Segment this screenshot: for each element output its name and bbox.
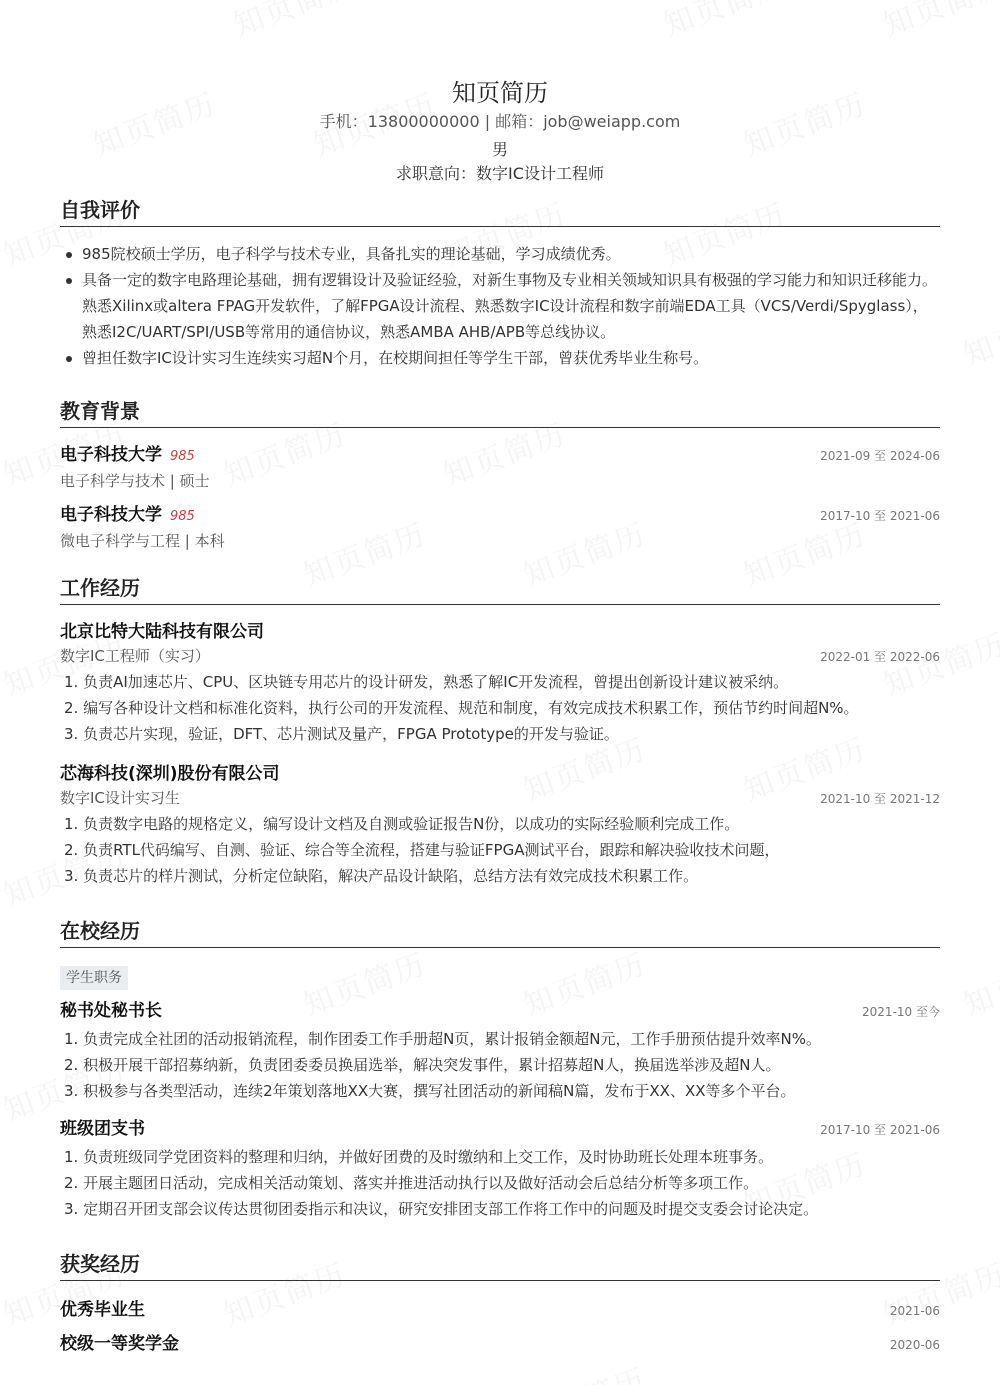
- list-item: 具备一定的数字电路理论基础，拥有逻辑设计及验证经验，对新生事物及专业相关领域知识具有极强的学习能力和知识迁移能力。熟悉Xilinx或altera FPAG开发软件，了解FPGA设计流程、熟悉数字IC设计流程和数字前端EDA工具（VCS/Verdi/Spyglass），熟悉I2C/UART/SPI/USB等常用的通信协议，熟悉AMBA AHB/APB等总线协议。: [60, 267, 940, 345]
- degree-detail: 微电子科学与工程 | 本科: [60, 532, 225, 550]
- gender: 男: [491, 140, 508, 159]
- candidate-name: 知页简历: [452, 79, 548, 107]
- section-title: 在校经历: [60, 917, 940, 948]
- school-tag: 985: [170, 449, 195, 464]
- work-entry: [60, 761, 940, 889]
- section-title: 工作经历: [60, 574, 940, 605]
- list-item: 3. 积极参与各类型活动，连续2年策划落地XX大赛，撰写社团活动的新闻稿N篇，发布于XX、XX等多个平台。: [64, 1082, 796, 1100]
- self-eval-list: [60, 241, 940, 371]
- award-entry: [60, 1331, 940, 1357]
- section-title: 获奖经历: [60, 1250, 940, 1281]
- duty-list: [60, 1026, 940, 1104]
- list-item: 1. 负责数字电路的规格定义，编写设计文档及自测或验证报告N份，以成功的实际经验顺利完成工作。: [64, 815, 740, 833]
- list-item: 2. 编写各种设计文档和标准化资料，执行公司的开发流程、规范和制度，有效完成技术积累工作，预估节约时间超N%。: [64, 699, 859, 717]
- list-item: 曾担任数字IC设计实习生连续实习超N个月，在校期间担任等学生干部，曾获优秀毕业生称号。: [60, 345, 940, 371]
- award-entry: [60, 1297, 940, 1323]
- education-section: [60, 397, 940, 552]
- list-item: 2. 开展主题团日活动，完成相关活动策划、落实并推进活动执行以及做好活动会后总结分析等多项工作。: [64, 1174, 759, 1192]
- contact-info: 手机：13800000000 | 邮箱：job@weiapp.com: [319, 112, 681, 131]
- school-name: [60, 502, 195, 530]
- work-entry: [60, 619, 940, 747]
- date-range: 2021-06: [889, 1304, 940, 1318]
- education-entry: [60, 502, 940, 552]
- section-title: 自我评价: [60, 196, 940, 227]
- list-item: 985院校硕士学历，电子科学与技术专业，具备扎实的理论基础，学习成绩优秀。: [60, 241, 940, 267]
- school-tag: 985: [170, 509, 195, 524]
- date-range: 2021-09 至 2024-06: [820, 449, 940, 463]
- category-badge: 学生职务: [60, 966, 128, 990]
- list-item: 3. 负责芯片实现，验证，DFT、芯片测试及量产，FPGA Prototype的开发与验证。: [64, 725, 619, 743]
- date-range: 2017-10 至 2021-06: [820, 1123, 940, 1137]
- job-role: 数字IC工程师（实习）: [60, 647, 210, 665]
- company-name: 芯海科技(深圳)股份有限公司: [60, 764, 280, 784]
- awards-section: [60, 1250, 940, 1357]
- date-range: 2020-06: [889, 1338, 940, 1352]
- award-name: 校级一等奖学金: [60, 1334, 179, 1354]
- date-range: 2021-10 至今: [862, 1005, 940, 1019]
- company-name: 北京比特大陆科技有限公司: [60, 622, 264, 642]
- award-name: 优秀毕业生: [60, 1300, 145, 1320]
- list-item: 1. 负责完成全社团的活动报销流程，制作团委工作手册超N页，累计报销金额超N元，工作手册预估提升效率N%。: [64, 1030, 821, 1048]
- job-role: 数字IC设计实习生: [60, 789, 180, 807]
- list-item: 3. 定期召开团支部会议传达贯彻团委指示和决议，研究安排团支部工作将工作中的问题及时提交支委会讨论决定。: [64, 1200, 819, 1218]
- list-item: 1. 负责AI加速芯片、CPU、区块链专用芯片的设计研发，熟悉了解IC开发流程，曾提出创新设计建议被采纳。: [64, 673, 789, 691]
- self-eval-section: [60, 196, 940, 371]
- school-name: [60, 442, 195, 470]
- duty-list: [60, 1144, 940, 1222]
- school-label: 电子科技大学: [60, 505, 162, 525]
- duty-list: [60, 669, 940, 747]
- list-item: 3. 负责芯片的样片测试，分析定位缺陷，解决产品设计缺陷，总结方法有效完成技术积累工作。: [64, 867, 699, 885]
- degree-detail: 电子科学与技术 | 硕士: [60, 472, 210, 490]
- duty-list: [60, 811, 940, 889]
- position-title: 秘书处秘书长: [60, 1001, 162, 1021]
- campus-entry: [60, 1116, 940, 1222]
- list-item: 2. 负责RTL代码编写、自测、验证、综合等全流程，搭建与验证FPGA测试平台，跟踪和解决验收技术问题，: [64, 841, 780, 859]
- campus-entry: [60, 998, 940, 1104]
- education-entry: [60, 442, 940, 492]
- work-section: [60, 574, 940, 889]
- section-title: 教育背景: [60, 397, 940, 428]
- position-title: 班级团支书: [60, 1119, 145, 1139]
- list-item: 1. 负责班级同学党团资料的整理和归纳，并做好团费的及时缴纳和上交工作，及时协助班长处理本班事务。: [64, 1148, 774, 1166]
- date-range: 2017-10 至 2021-06: [820, 509, 940, 523]
- watermark: [516, 1354, 651, 1385]
- resume-header: [60, 0, 940, 186]
- date-range: 2022-01 至 2022-06: [820, 650, 940, 664]
- date-range: 2021-10 至 2021-12: [820, 792, 940, 806]
- school-label: 电子科技大学: [60, 445, 162, 465]
- job-intent: 求职意向：数字IC设计工程师: [396, 164, 604, 183]
- list-item: 2. 积极开展干部招募纳新，负责团委委员换届选举，解决突发事件，累计招募超N人，换届选举涉及超N人。: [64, 1056, 781, 1074]
- campus-section: [60, 917, 940, 1222]
